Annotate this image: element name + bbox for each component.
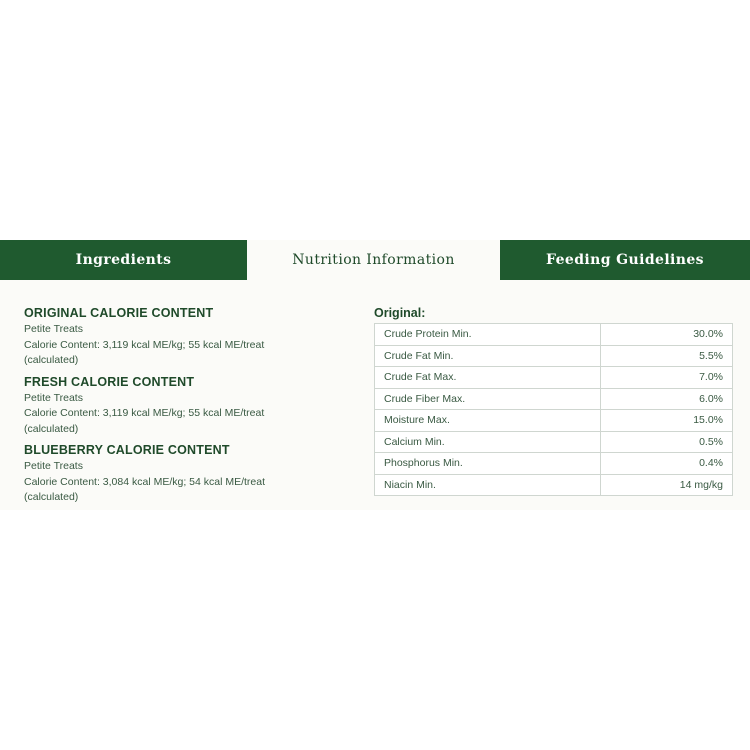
tab-feeding-guidelines[interactable]: Feeding Guidelines bbox=[500, 240, 750, 280]
section-line: Petite Treats bbox=[24, 323, 83, 335]
table-row bbox=[375, 367, 733, 389]
calorie-section-fresh bbox=[24, 375, 344, 438]
section-line: Calorie Content: 3,084 kcal ME/kg; 54 kcal ME/treat bbox=[24, 475, 266, 488]
calorie-content-list bbox=[24, 306, 344, 512]
row-label: Niacin Min. bbox=[375, 474, 601, 496]
table-row bbox=[375, 388, 733, 410]
calorie-section-blueberry bbox=[24, 443, 344, 506]
table-row bbox=[375, 410, 733, 432]
table-row bbox=[375, 474, 733, 496]
calorie-section-original bbox=[24, 306, 344, 369]
table-row bbox=[375, 431, 733, 453]
table-row bbox=[375, 453, 733, 475]
section-line: (calculated) bbox=[24, 491, 79, 503]
product-info-panel bbox=[0, 240, 750, 510]
section-line: Calorie Content: 3,119 kcal ME/kg; 55 kcal ME/treat bbox=[24, 407, 265, 419]
tab-ingredients[interactable]: Ingredients bbox=[0, 240, 247, 280]
row-value: 15.0% bbox=[601, 410, 733, 432]
nutrition-table bbox=[374, 323, 733, 496]
row-label: Crude Protein Min. bbox=[375, 324, 601, 346]
table-row bbox=[375, 324, 733, 346]
tab-nutrition-information[interactable]: Nutrition Information bbox=[247, 240, 500, 280]
guaranteed-analysis bbox=[374, 306, 734, 496]
section-line: (calculated) bbox=[24, 422, 79, 435]
row-label: Moisture Max. bbox=[375, 410, 601, 432]
analysis-title: Original: bbox=[374, 306, 426, 320]
row-value: 0.5% bbox=[601, 431, 733, 453]
row-label: Crude Fat Max. bbox=[375, 367, 601, 389]
row-label: Calcium Min. bbox=[375, 431, 601, 453]
row-value: 5.5% bbox=[601, 345, 733, 367]
table-row bbox=[375, 345, 733, 367]
row-value: 6.0% bbox=[601, 388, 733, 410]
row-value: 14 mg/kg bbox=[601, 474, 733, 496]
row-label: Phosphorus Min. bbox=[375, 453, 601, 475]
section-title: BLUEBERRY CALORIE CONTENT bbox=[24, 443, 230, 457]
row-label: Crude Fat Min. bbox=[375, 345, 601, 367]
row-value: 7.0% bbox=[601, 367, 733, 389]
tab-bar bbox=[0, 240, 750, 280]
section-title: ORIGINAL CALORIE CONTENT bbox=[24, 306, 214, 320]
row-label: Crude Fiber Max. bbox=[375, 388, 601, 410]
section-line: Petite Treats bbox=[24, 460, 83, 472]
section-title: FRESH CALORIE CONTENT bbox=[24, 374, 195, 389]
section-line: Calorie Content: 3,119 kcal ME/kg; 55 kcal ME/treat bbox=[24, 338, 265, 351]
section-line: (calculated) bbox=[24, 354, 79, 366]
row-value: 0.4% bbox=[601, 453, 733, 475]
row-value: 30.0% bbox=[601, 324, 733, 346]
section-line: Petite Treats bbox=[24, 391, 83, 404]
